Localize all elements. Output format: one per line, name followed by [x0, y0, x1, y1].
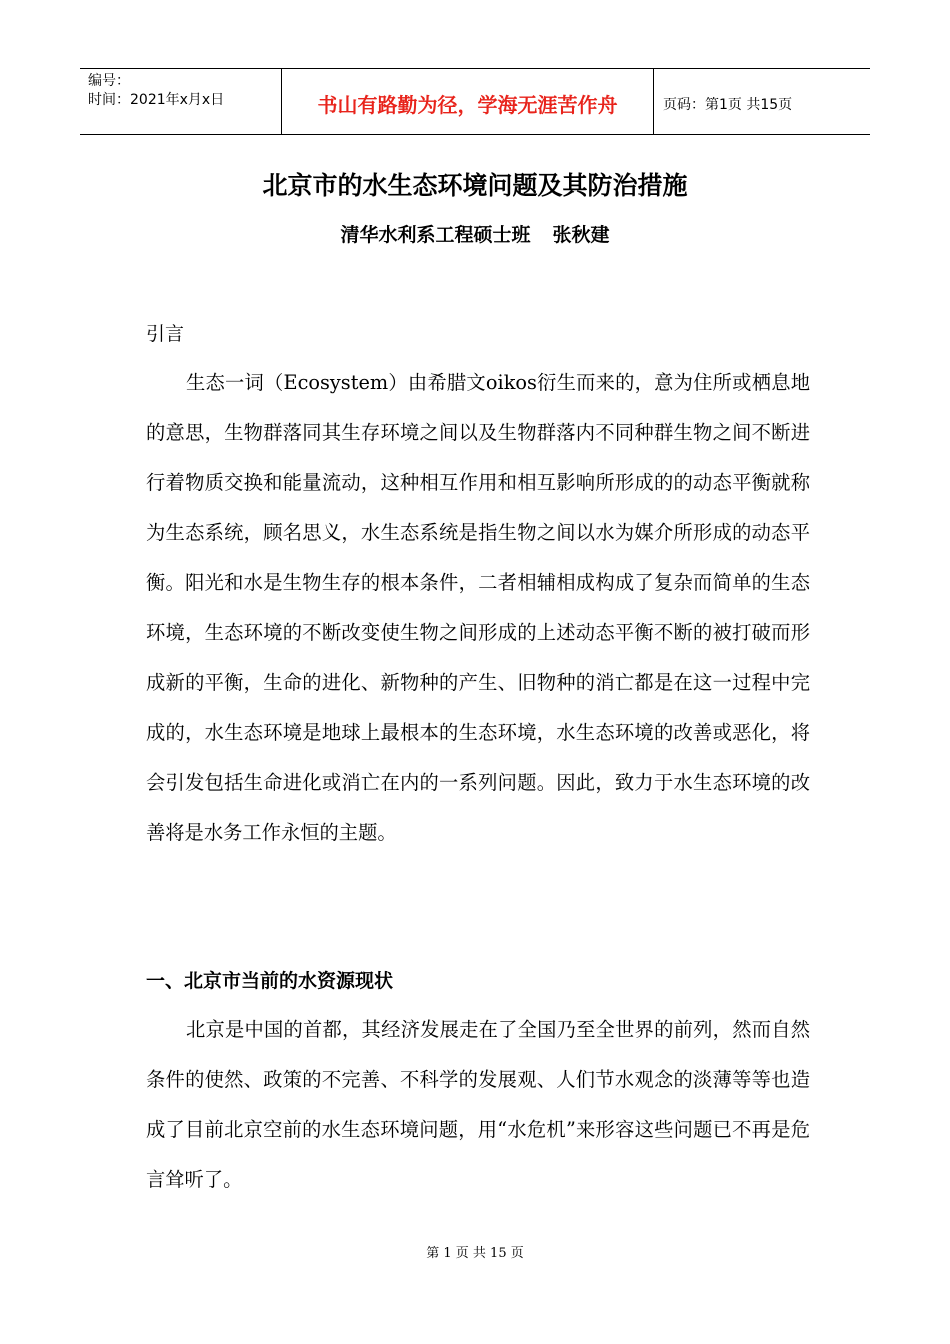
header-meta [80, 69, 281, 134]
author-affiliation: 清华水利系工程硕士班 [340, 224, 531, 246]
time-label: 时间：2021年x月x日 [88, 92, 225, 108]
document-subtitle [0, 220, 950, 250]
author-name: 张秋建 [552, 224, 610, 246]
document-title: 北京市的水生态环境问题及其防治措施 [262, 171, 688, 200]
section-heading-introduction: 引言 [146, 323, 185, 345]
header-page-info: 页码：第1页 共15页 [663, 96, 793, 113]
page-footer: 第 1 页 共 15 页 [426, 1246, 524, 1261]
section-paragraph-water-status: 北京是中国的首都，其经济发展走在了全国乃至全世界的前列，然而自然条件的使然、政策的不完善、不科学的发展观、人们节水观念的淡薄等等也造成了目前北京空前的水生态环境问题，用“水危机”来形容这些问题已不再是危言耸听了。 [146, 1018, 810, 1191]
document-header [80, 68, 870, 135]
section-heading-water-status: 一、北京市当前的水资源现状 [146, 970, 394, 992]
section-paragraph-introduction: 生态一词（Ecosystem）由希腊文oikos衍生而来的，意为住所或栖息地的意思，生物群落同其生存环境之间以及生物群落内不同种群生物之间不断进行着物质交换和能量流动，这种相互作用和相互影响所形成的的动态平衡就称为生态系统，顾名思义，水生态系统是指生物之间以水为媒介所形成的动态平衡。阳光和水是生物生存的根本条件，二者相辅相成构成了复杂而简单的生态环境，生态环境的不断改变使生物之间形成的上述动态平衡不断的被打破而形成新的平衡，生命的进化、新物种的产生、旧物种的消亡都是在这一过程中完成的，水生态环境是地球上最根本的生态环境，水生态环境的改善或恶化，将会引发包括生命进化或消亡在内的一系列问题。因此，致力于水生态环境的改善将是水务工作永恒的主题。 [146, 371, 810, 844]
header-motto: 书山有路勤为径，学海无涯苦作舟 [281, 69, 654, 134]
number-label: 编号： [88, 73, 130, 89]
